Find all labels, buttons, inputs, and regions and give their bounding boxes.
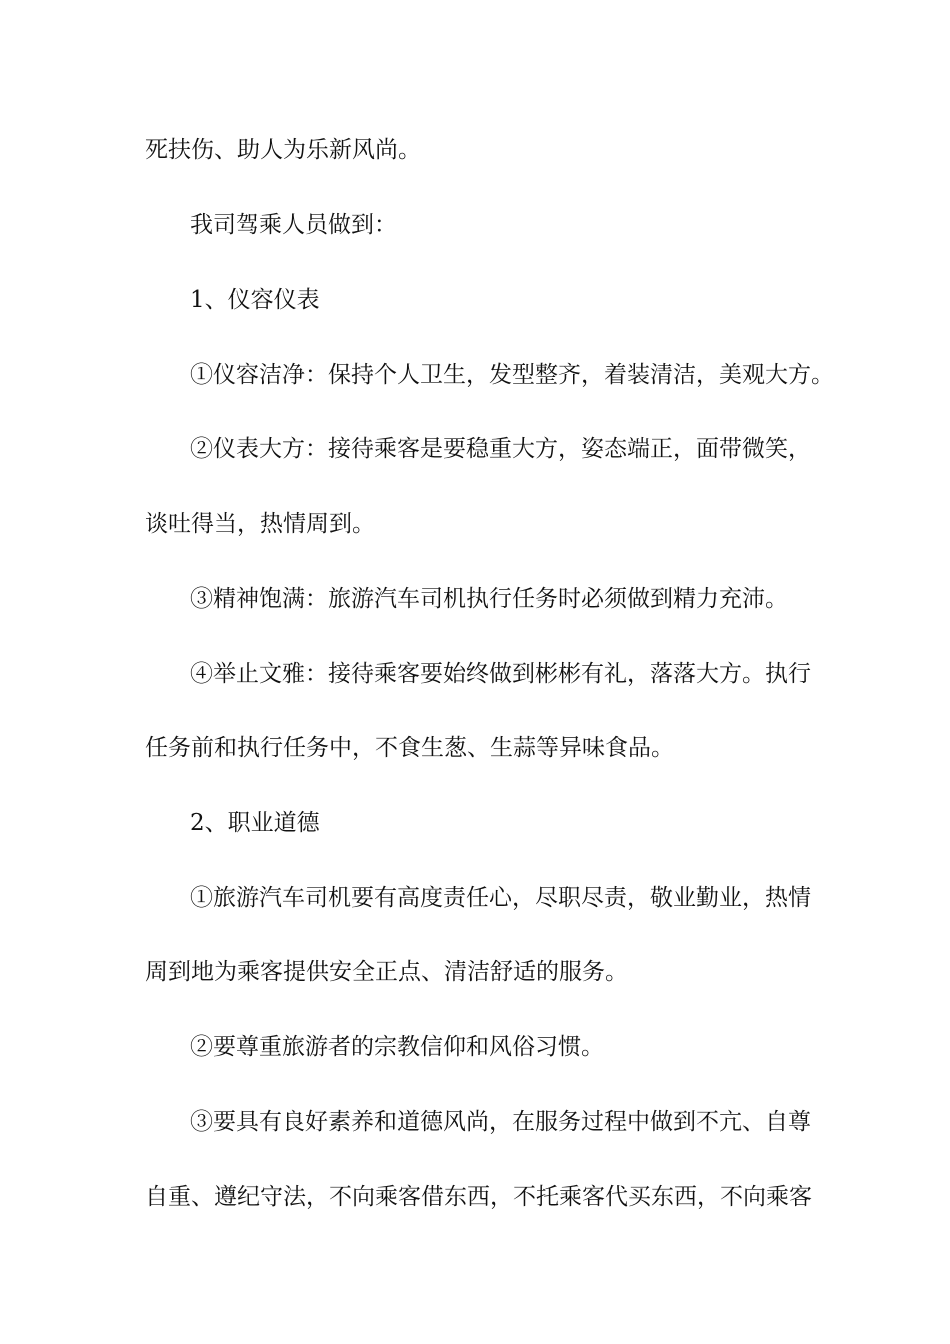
section-heading-1: 1、仪容仪表 <box>190 287 320 313</box>
text-line-12: 周到地为乘客提供安全正点、清洁舒适的服务。 <box>145 959 628 985</box>
text-line-1: 死扶伤、助人为乐新风尚。 <box>145 137 421 163</box>
text-line-6: 谈吐得当，热情周到。 <box>145 511 375 537</box>
text-line-7: ③精神饱满：旅游汽车司机执行任务时必须做到精力充沛。 <box>190 586 788 612</box>
text-line-4: ①仪容洁净：保持个人卫生，发型整齐，着装清洁，美观大方。 <box>190 362 834 388</box>
text-line-2: 我司驾乘人员做到： <box>190 212 397 238</box>
text-line-5: ②仪表大方：接待乘客是要稳重大方，姿态端正，面带微笑， <box>190 436 811 462</box>
text-line-15: 自重、遵纪守法，不向乘客借东西，不托乘客代买东西，不向乘客 <box>145 1184 812 1210</box>
text-line-8: ④举止文雅：接待乘客要始终做到彬彬有礼，落落大方。执行 <box>190 661 811 687</box>
text-line-14: ③要具有良好素养和道德风尚，在服务过程中做到不亢、自尊 <box>190 1109 811 1135</box>
text-line-13: ②要尊重旅游者的宗教信仰和风俗习惯。 <box>190 1034 604 1060</box>
text-line-11: ①旅游汽车司机要有高度责任心，尽职尽责，敬业勤业，热情 <box>190 885 811 911</box>
section-heading-2: 2、职业道德 <box>190 810 320 836</box>
text-line-9: 任务前和执行任务中，不食生葱、生蒜等异味食品。 <box>145 735 674 761</box>
